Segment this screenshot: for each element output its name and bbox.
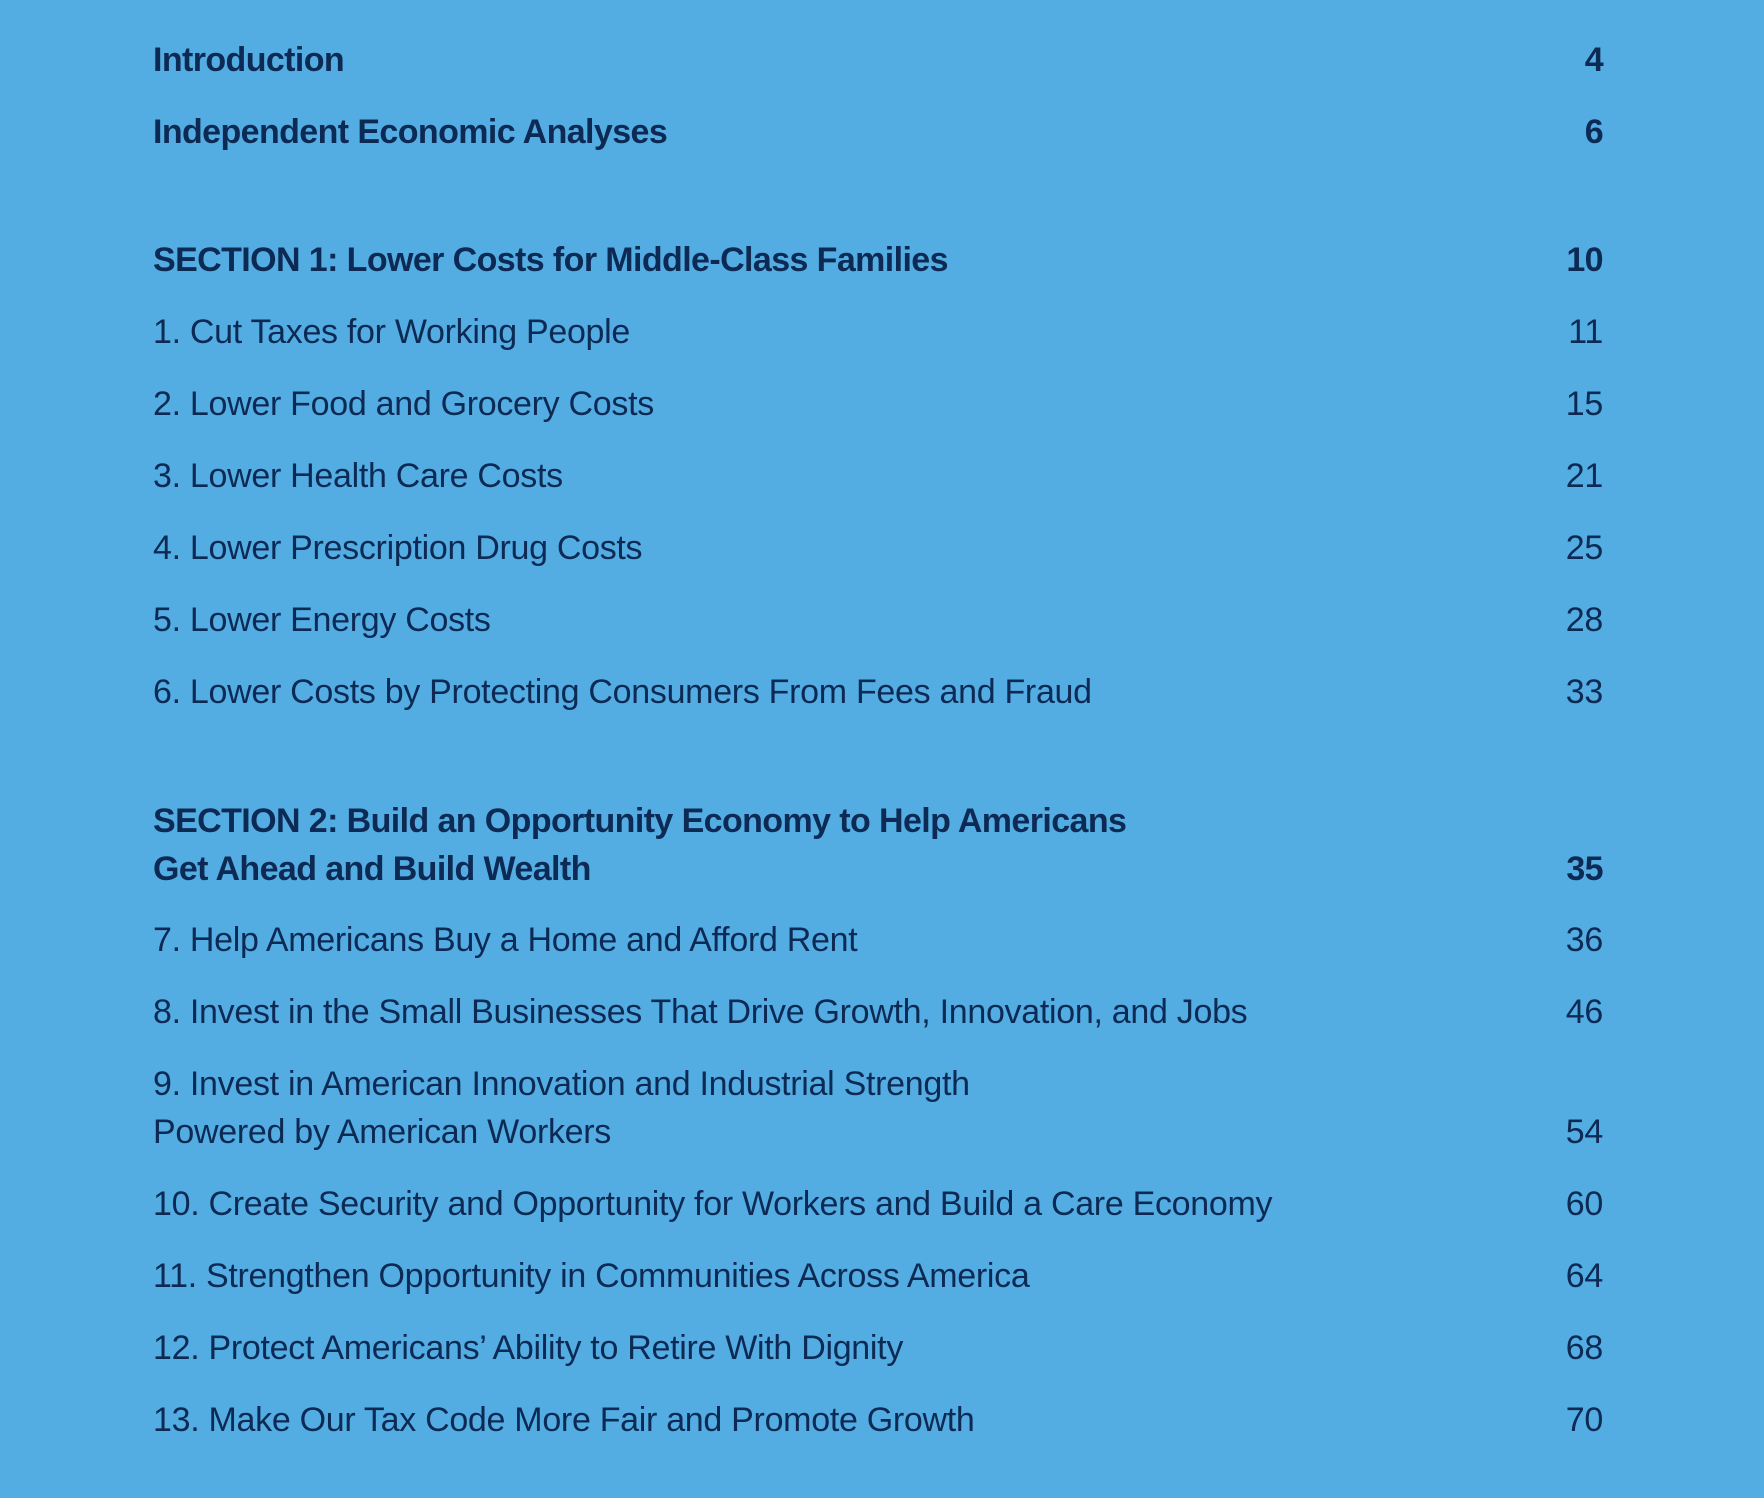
toc-entry-page: 4 <box>1584 41 1603 79</box>
toc-entry-page: 36 <box>1565 921 1603 959</box>
toc-entry-title: Independent Economic Analyses <box>153 113 668 151</box>
toc-entry-chapter-13[interactable] <box>153 1396 1603 1444</box>
toc-entry-chapter-3[interactable] <box>153 452 1603 500</box>
toc-entry-page: 35 <box>1566 850 1603 888</box>
toc-entry-page: 70 <box>1565 1401 1603 1439</box>
toc-entry-title: 6. Lower Costs by Protecting Consumers From Fees and Fraud <box>153 673 1092 711</box>
toc-entry-title: 1. Cut Taxes for Working People <box>153 313 631 351</box>
toc-entry-page: 11 <box>1568 313 1603 351</box>
toc-entry-chapter-6[interactable] <box>153 668 1603 716</box>
toc-entry-title: 2. Lower Food and Grocery Costs <box>153 385 654 423</box>
toc-entry-title: 4. Lower Prescription Drug Costs <box>153 529 643 567</box>
toc-entry-title: 7. Help Americans Buy a Home and Afford Rent <box>153 921 858 959</box>
toc-entry-chapter-2[interactable] <box>153 380 1603 428</box>
toc-entry-chapter-12[interactable] <box>153 1324 1603 1372</box>
toc-entry-page: 28 <box>1565 601 1603 639</box>
toc-entry-title: 13. Make Our Tax Code More Fair and Promote Growth <box>153 1401 975 1439</box>
toc-entry-title: 8. Invest in the Small Businesses That Drive Growth, Innovation, and Jobs <box>153 993 1248 1031</box>
toc-entry-independent-economic-analyses[interactable] <box>153 108 1603 156</box>
toc-entry-page: 15 <box>1565 385 1603 423</box>
toc-entry-page: 10 <box>1566 241 1603 279</box>
toc-entry-title: 5. Lower Energy Costs <box>153 601 491 639</box>
toc-entry-title: 3. Lower Health Care Costs <box>153 457 563 495</box>
toc-entry-chapter-9[interactable] <box>153 1060 1603 1156</box>
toc-entry-introduction[interactable] <box>153 36 1603 84</box>
toc-entry-chapter-1[interactable] <box>153 308 1603 356</box>
toc-entry-page: 60 <box>1565 1185 1603 1223</box>
toc-entry-chapter-8[interactable] <box>153 988 1603 1036</box>
toc-entry-page: 6 <box>1584 113 1603 151</box>
toc-entry-title: 12. Protect Americans’ Ability to Retire With Dignity <box>153 1329 904 1367</box>
toc-entry-page: 21 <box>1565 457 1603 495</box>
toc-section-1-heading[interactable] <box>153 236 1603 284</box>
toc-section-title: SECTION 1: Lower Costs for Middle-Class Families <box>153 241 948 279</box>
toc-entry-page: 68 <box>1565 1329 1603 1367</box>
toc-section-title: SECTION 2: Build an Opportunity Economy to Help Americans Get Ahead and Build Wealth <box>153 802 1127 888</box>
toc-entry-chapter-10[interactable] <box>153 1180 1603 1228</box>
toc-entry-page: 33 <box>1565 673 1603 711</box>
toc-entry-chapter-5[interactable] <box>153 596 1603 644</box>
toc-entry-title: 10. Create Security and Opportunity for Workers and Build a Care Economy <box>153 1185 1273 1223</box>
toc-entry-page: 46 <box>1565 993 1603 1031</box>
toc-entry-title: 9. Invest in American Innovation and Industrial Strength Powered by American Workers <box>153 1065 970 1151</box>
toc-entry-chapter-11[interactable] <box>153 1252 1603 1300</box>
toc-entry-page: 25 <box>1565 529 1603 567</box>
toc-entry-chapter-4[interactable] <box>153 524 1603 572</box>
toc-section-2-heading[interactable] <box>153 797 1603 893</box>
toc-entry-page: 54 <box>1565 1113 1603 1151</box>
toc-entry-title: Introduction <box>153 41 345 79</box>
toc-entry-chapter-7[interactable] <box>153 916 1603 964</box>
toc-entry-title: 11. Strengthen Opportunity in Communities Across America <box>153 1257 1030 1295</box>
toc-entry-page: 64 <box>1565 1257 1603 1295</box>
